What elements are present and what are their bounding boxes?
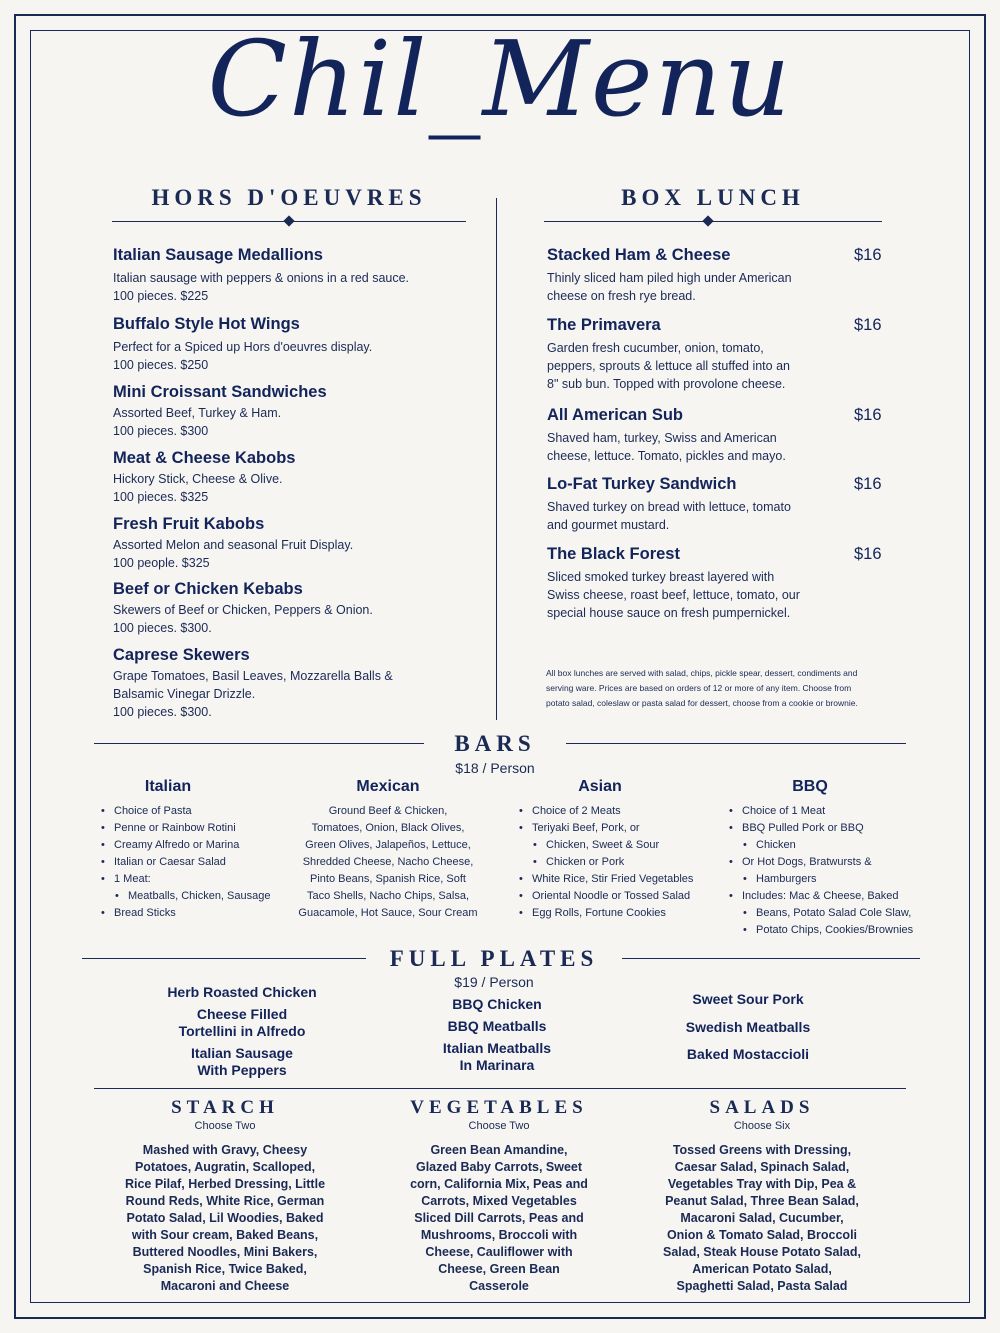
list-line: Glazed Baby Carrots, Sweet	[415, 1160, 583, 1174]
item-name: Beef or Chicken Kebabs	[113, 580, 303, 598]
item-desc: Assorted Beef, Turkey & Ham.	[113, 406, 282, 420]
item-desc: Sliced smoked turkey breast layered with	[547, 570, 775, 584]
list-line: Macaroni and Cheese	[160, 1279, 290, 1293]
item-name: Stacked Ham & Cheese	[547, 246, 731, 264]
list-item-cont-text: Beans, Potato Salad Cole Slaw,	[756, 907, 912, 919]
bars-price: $18 / Person	[455, 760, 535, 776]
list-line: Shredded Cheese, Nacho Cheese,	[302, 856, 474, 868]
bar-title-mexican: Mexican	[356, 778, 420, 795]
plate-item: Cheese Filled	[196, 1006, 288, 1022]
list-item: • Includes: Mac & Cheese, Baked	[726, 888, 926, 905]
box-item	[547, 316, 887, 393]
list-line: Guacamole, Hot Sauce, Sour Cream	[298, 907, 478, 919]
hors-item	[113, 383, 483, 440]
list-line: Macaroni Salad, Cucumber,	[680, 1211, 844, 1225]
box-heading: BOX LUNCH	[621, 185, 805, 210]
list-line: Potato Salad, Lil Woodies, Baked	[126, 1211, 324, 1225]
plate-item: BBQ Chicken	[452, 996, 542, 1012]
veg-list	[384, 1142, 614, 1295]
item-desc: special house sauce on fresh pumpernickel.	[547, 606, 791, 620]
bars-rule-right	[566, 743, 906, 744]
column-divider	[496, 198, 497, 720]
list-line: Pinto Beans, Spanish Rice, Soft	[310, 873, 466, 885]
list-line: Tomatoes, Onion, Black Olives,	[311, 822, 465, 834]
item-detail: 100 pieces. $300.	[113, 705, 212, 719]
list-item: • Oriental Noodle or Tossed Salad	[516, 888, 716, 905]
list-line: Round Reds, White Rice, German	[125, 1194, 325, 1208]
item-desc: Garden fresh cucumber, onion, tomato,	[547, 341, 764, 355]
list-line: corn, California Mix, Peas and	[410, 1177, 588, 1191]
hors-heading: HORS D'OEUVRES	[151, 185, 427, 210]
plate-item: Baked Mostaccioli	[686, 1046, 810, 1062]
item-name: Mini Croissant Sandwiches	[113, 383, 327, 401]
item-detail: 100 pieces. $225	[113, 289, 209, 303]
hors-item	[113, 449, 483, 506]
list-line: Casserole	[469, 1279, 529, 1293]
plate-item: Italian Meatballs	[442, 1040, 552, 1056]
list-item: • Teriyaki Beef, Pork, or	[516, 820, 716, 837]
box-lunch-note	[546, 666, 906, 711]
item-desc: Perfect for a Spiced up Hors d'oeuvres display.	[113, 340, 373, 354]
list-line: Onion & Tomato Salad, Broccoli	[666, 1228, 858, 1242]
list-item: • Bread Sticks	[98, 905, 298, 922]
asian-bar-list	[516, 803, 716, 922]
item-price: $16	[854, 545, 882, 563]
list-line: Carrots, Mixed Vegetables	[421, 1194, 577, 1208]
list-item: • 1 Meat:	[98, 871, 298, 888]
bar-title-italian: Italian	[144, 778, 192, 795]
plate-item: Swedish Meatballs	[685, 1019, 811, 1035]
item-desc: Grape Tomatoes, Basil Leaves, Mozzarella Balls &	[113, 669, 393, 683]
plates-heading: FULL PLATES	[389, 946, 599, 971]
item-price: $16	[854, 406, 882, 424]
list-item-cont	[516, 854, 716, 871]
plate-item-cont: With Peppers	[197, 1062, 287, 1078]
bar-title-asian: Asian	[578, 778, 622, 795]
plates-col-1	[130, 984, 354, 1079]
hors-item	[113, 315, 483, 374]
list-line: Tossed Greens with Dressing,	[672, 1143, 852, 1157]
item-detail: 100 pieces. $300	[113, 424, 209, 438]
list-line: Spaghetti Salad, Pasta Salad	[676, 1279, 848, 1293]
list-item: • Italian or Caesar Salad	[98, 854, 298, 871]
box-item	[547, 406, 887, 465]
item-detail: 100 pieces. $250	[113, 358, 209, 372]
item-price: $16	[854, 246, 882, 264]
list-line: Buttered Noodles, Mini Bakers,	[132, 1245, 318, 1259]
item-price: $16	[854, 316, 882, 334]
item-name: Italian Sausage Medallions	[113, 246, 323, 264]
list-item-cont-text: Chicken	[756, 839, 796, 851]
item-name: The Primavera	[547, 316, 661, 334]
hors-item	[113, 580, 483, 637]
plates-rule-left	[82, 958, 366, 959]
note-line: potato salad, coleslaw or pasta salad for dessert, choose from a cookie or brownie.	[546, 698, 858, 708]
bars-heading: BARS	[454, 731, 536, 756]
list-item: • Penne or Rainbow Rotini	[98, 820, 298, 837]
list-item-cont	[726, 837, 926, 854]
list-line: Rice Pilaf, Herbed Dressing, Little	[124, 1177, 326, 1191]
hors-item	[113, 246, 483, 305]
list-item-cont-text: Hamburgers	[756, 873, 817, 885]
mexican-bar-list	[282, 803, 494, 922]
plates-col-2	[384, 996, 610, 1074]
salads-list	[641, 1142, 883, 1295]
item-desc: cheese, lettuce. Tomato, pickles and mayo.	[547, 449, 786, 463]
bars-rule-left	[94, 743, 424, 744]
list-line: Spanish Rice, Twice Baked,	[143, 1262, 307, 1276]
list-line: with Sour cream, Baked Beans,	[131, 1228, 319, 1242]
list-line: American Potato Salad,	[692, 1262, 832, 1276]
item-detail: 100 pieces. $325	[113, 490, 209, 504]
salads-choose: Choose Six	[733, 1120, 791, 1132]
note-line: serving ware. Prices are based on orders of 12 or more of any item. Choose from	[546, 683, 852, 693]
italian-bar-list	[98, 803, 298, 922]
plate-item: Herb Roasted Chicken	[167, 984, 317, 1000]
list-line: Cheese, Cauliflower with	[425, 1245, 573, 1259]
hors-item	[113, 646, 483, 721]
plates-price: $19 / Person	[454, 974, 534, 990]
list-item: • Meatballs, Chicken, Sausage	[98, 888, 298, 905]
list-item: • Choice of Pasta	[98, 803, 298, 820]
box-item	[547, 475, 887, 534]
box-item	[547, 246, 887, 305]
item-name: All American Sub	[547, 406, 684, 424]
plate-item: BBQ Meatballs	[447, 1018, 547, 1034]
list-line: Vegetables Tray with Dip, Pea &	[667, 1177, 857, 1191]
list-line: Caesar Salad, Spinach Salad,	[674, 1160, 850, 1174]
item-desc: Hickory Stick, Cheese & Olive.	[113, 472, 283, 486]
item-desc: cheese on fresh rye bread.	[547, 289, 696, 303]
list-item: • White Rice, Stir Fried Vegetables	[516, 871, 716, 888]
list-line: Green Olives, Jalapeños, Lettuce,	[305, 839, 471, 851]
plate-item: Sweet Sour Pork	[692, 991, 804, 1007]
list-line: Potatoes, Augratin, Scalloped,	[134, 1160, 316, 1174]
item-desc: Italian sausage with peppers & onions in a red sauce.	[113, 271, 410, 285]
plate-item-cont: In Marinara	[459, 1057, 535, 1073]
list-line: Salad, Steak House Potato Salad,	[663, 1245, 861, 1259]
list-item-cont	[726, 922, 926, 939]
list-item: • Or Hot Dogs, Bratwursts &	[726, 854, 926, 871]
plates-rule-right	[622, 958, 920, 959]
list-item-cont	[726, 871, 926, 888]
list-item-cont	[516, 837, 716, 854]
note-line: All box lunches are served with salad, chips, pickle spear, dessert, condiments and	[546, 668, 858, 678]
bbq-bar-list	[726, 803, 926, 939]
item-desc-cont: Balsamic Vinegar Drizzle.	[113, 687, 256, 701]
item-desc: peppers, sprouts & lettuce all stuffed into an	[547, 359, 790, 373]
box-item	[547, 545, 887, 622]
plate-item: Italian Sausage	[191, 1045, 293, 1061]
plates-col-3	[636, 991, 860, 1063]
bar-title-bbq: BBQ	[792, 778, 828, 795]
veg-choose: Choose Two	[468, 1120, 530, 1132]
list-item: • BBQ Pulled Pork or BBQ	[726, 820, 926, 837]
item-desc: and gourmet mustard.	[547, 518, 670, 532]
plates-bottom-rule	[94, 1088, 906, 1089]
item-desc: Assorted Melon and seasonal Fruit Display.	[113, 538, 354, 552]
list-line: Sliced Dill Carrots, Peas and	[414, 1211, 584, 1225]
salads-heading: SALADS	[709, 1097, 815, 1118]
item-name: Meat & Cheese Kabobs	[113, 449, 296, 467]
item-detail: 100 people. $325	[113, 556, 210, 570]
list-item: • Choice of 2 Meats	[516, 803, 716, 820]
plate-item-cont: Tortellini in Alfredo	[178, 1023, 306, 1039]
hors-item	[113, 515, 483, 572]
item-name: Fresh Fruit Kabobs	[113, 515, 265, 533]
item-desc: Thinly sliced ham piled high under American	[547, 271, 792, 285]
item-name: Buffalo Style Hot Wings	[113, 315, 300, 333]
starch-heading: STARCH	[171, 1097, 279, 1118]
item-desc: Shaved ham, turkey, Swiss and American	[547, 431, 777, 445]
item-name: Lo-Fat Turkey Sandwich	[547, 475, 737, 493]
item-desc: Skewers of Beef or Chicken, Peppers & Onion.	[113, 603, 373, 617]
list-line: Peanut Salad, Three Bean Salad,	[665, 1194, 859, 1208]
list-line: Mashed with Gravy, Cheesy	[142, 1143, 308, 1157]
list-item: • Egg Rolls, Fortune Cookies	[516, 905, 716, 922]
starch-list	[110, 1142, 340, 1295]
item-price: $16	[854, 475, 882, 493]
list-line: Ground Beef & Chicken,	[328, 805, 448, 817]
menu-title: Chil_Menu	[207, 18, 793, 140]
item-desc: Shaved turkey on bread with lettuce, tomato	[547, 500, 791, 514]
list-line: Mushrooms, Broccoli with	[420, 1228, 578, 1242]
item-desc: Swiss cheese, roast beef, lettuce, tomato, our	[547, 588, 800, 602]
item-desc: 8" sub bun. Topped with provolone cheese.	[547, 377, 786, 391]
list-line: Taco Shells, Nacho Chips, Salsa,	[306, 890, 470, 902]
item-name: Caprese Skewers	[113, 646, 250, 664]
veg-heading: VEGETABLES	[410, 1097, 588, 1118]
list-item-cont-text: Chicken or Pork	[546, 856, 625, 868]
item-detail: 100 pieces. $300.	[113, 621, 212, 635]
list-item: • Choice of 1 Meat	[726, 803, 926, 820]
list-item-cont-text: Potato Chips, Cookies/Brownies	[756, 924, 914, 936]
list-line: Green Bean Amandine,	[430, 1143, 568, 1157]
item-name: The Black Forest	[547, 545, 680, 563]
starch-choose: Choose Two	[194, 1120, 256, 1132]
list-item: • Creamy Alfredo or Marina	[98, 837, 298, 854]
list-line: Cheese, Green Bean	[438, 1262, 560, 1276]
list-item-cont	[726, 905, 926, 922]
list-item-cont-text: Chicken, Sweet & Sour	[546, 839, 660, 851]
